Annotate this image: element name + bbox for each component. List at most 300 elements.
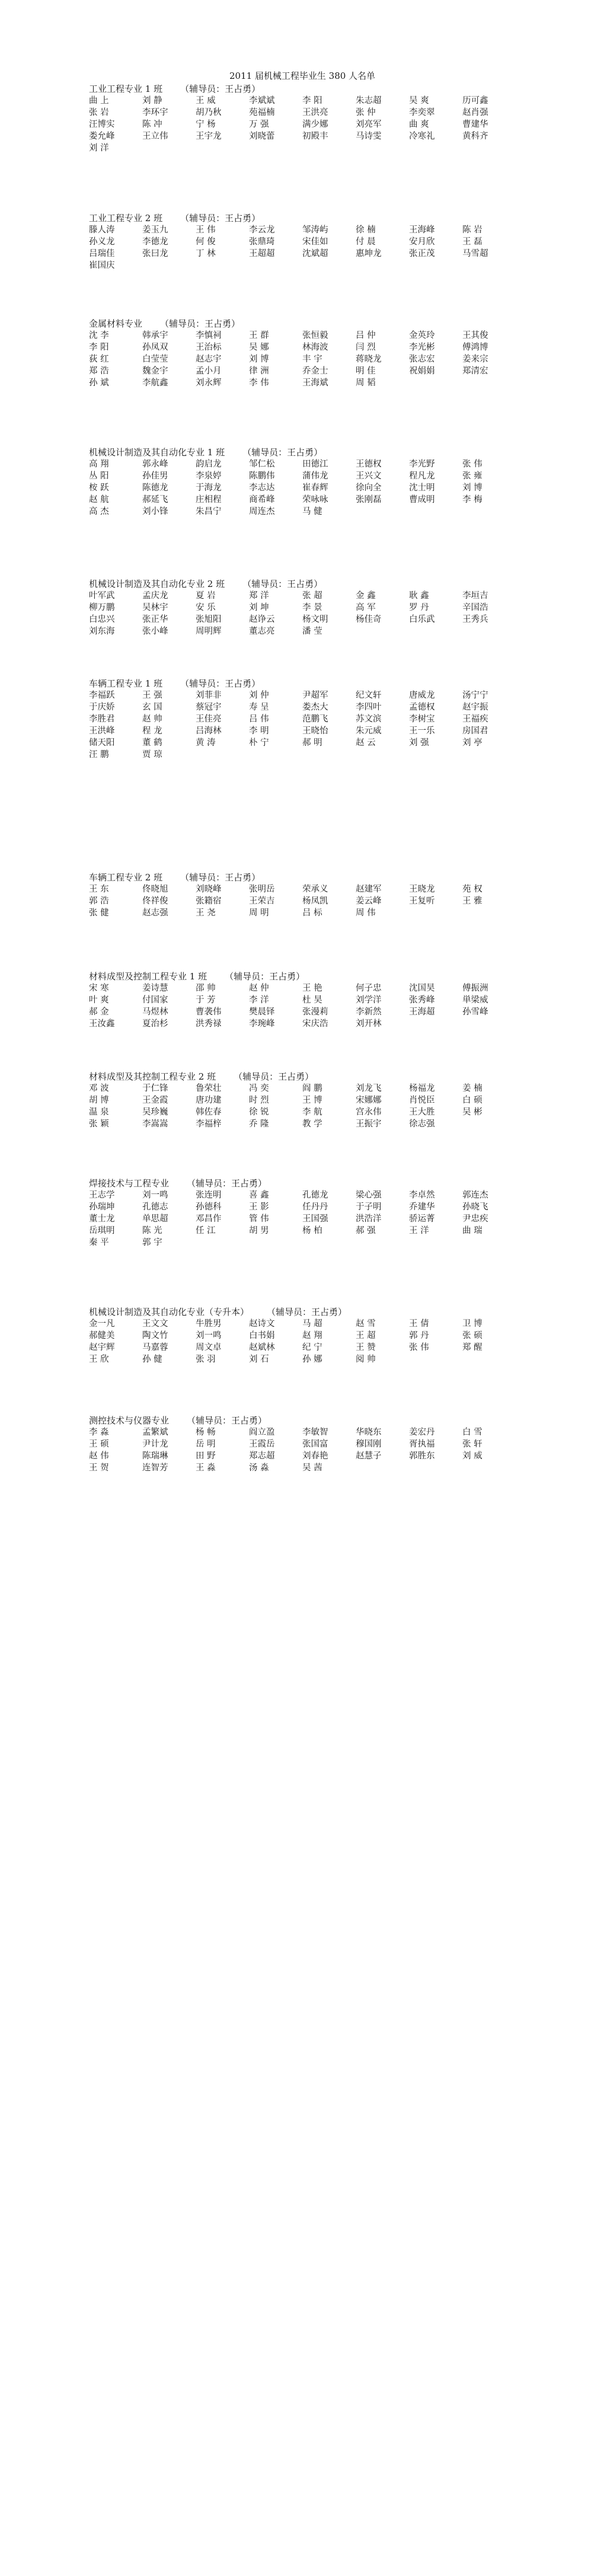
name-row (89, 749, 516, 761)
student-name: 丁 林 (196, 249, 216, 258)
student-name: 王海超 (409, 1007, 435, 1017)
student-name: 刘 洋 (89, 143, 109, 153)
name-row (89, 1462, 516, 1474)
student-name: 李 淼 (89, 1428, 109, 1437)
student-name: 李琬峰 (249, 1019, 275, 1029)
name-row (89, 365, 516, 377)
student-name: 满少娜 (302, 120, 328, 129)
name-table (89, 95, 516, 154)
student-name: 王晓怡 (302, 726, 328, 736)
student-name: 沈士明 (409, 483, 435, 493)
name-row (89, 330, 516, 341)
student-name: 郝 强 (356, 1226, 376, 1236)
student-name: 吕瑞佳 (89, 249, 115, 258)
student-name: 纪 宁 (302, 1343, 322, 1352)
name-table (89, 1189, 516, 1249)
section-advisor: （辅导员：王占勇） (267, 1307, 347, 1317)
student-name: 李 景 (302, 603, 322, 612)
name-row (89, 107, 516, 119)
section-advisor: （辅导员：王占勇） (180, 213, 261, 224)
student-name: 朱元威 (356, 726, 382, 736)
student-name: 蒋晓龙 (356, 355, 382, 364)
student-name: 孟繁斌 (142, 1428, 168, 1437)
name-row (89, 224, 516, 236)
name-row (89, 494, 516, 506)
student-name: 耿 鑫 (409, 591, 429, 601)
section-name: 金属材料专业 (89, 318, 143, 329)
name-row (89, 737, 516, 749)
name-row (89, 590, 516, 602)
student-name: 庄相程 (196, 495, 222, 505)
name-row (89, 982, 516, 994)
student-name: 王兴文 (356, 471, 382, 481)
student-name: 王宇龙 (196, 132, 222, 141)
name-row (89, 130, 516, 142)
student-name: 郝 金 (89, 1007, 109, 1017)
student-name: 徐 楠 (356, 225, 376, 235)
student-name: 白莹莹 (142, 355, 168, 364)
student-name: 郑 浩 (89, 366, 109, 376)
student-name: 宋佳如 (302, 237, 328, 247)
student-name: 喜 鑫 (249, 1190, 269, 1200)
name-table (89, 982, 516, 1030)
student-name: 曲 上 (89, 96, 109, 106)
student-name: 安 乐 (196, 603, 216, 612)
section-header (89, 1415, 516, 1426)
name-row (89, 236, 516, 248)
section-name: 工业工程专业 2 班 (89, 213, 163, 224)
name-row (89, 470, 516, 482)
student-name: 阎 鹏 (302, 1084, 322, 1093)
student-name: 王金霞 (142, 1096, 168, 1105)
student-name: 刘晓峰 (196, 885, 222, 894)
student-name: 张 轩 (462, 1439, 483, 1449)
student-name: 何 俊 (196, 237, 216, 247)
student-name: 秦 平 (89, 1238, 109, 1247)
student-name: 陈瑞琳 (142, 1451, 168, 1461)
name-row (89, 1189, 516, 1201)
student-name: 玄 国 (142, 703, 162, 712)
student-name: 张 仲 (356, 108, 376, 117)
name-row (89, 1342, 516, 1354)
student-name: 王福疾 (462, 714, 488, 724)
student-name: 郭 宇 (142, 1238, 162, 1247)
class-section (89, 318, 516, 389)
student-name: 刘 亭 (462, 738, 483, 748)
student-name: 王秀兵 (462, 615, 488, 624)
student-name: 夏治杉 (142, 1019, 168, 1029)
student-name: 刘龙飞 (356, 1084, 382, 1093)
student-name: 张 伟 (409, 1343, 429, 1352)
student-name: 杨 畅 (196, 1428, 216, 1437)
section-name: 工业工程专业 1 班 (89, 84, 163, 94)
student-name: 王 群 (249, 331, 269, 340)
student-name: 于仁锋 (142, 1084, 168, 1093)
student-name: 周明辉 (196, 627, 222, 636)
student-name: 张志宏 (409, 355, 435, 364)
name-row (89, 1083, 516, 1094)
student-name: 于子明 (356, 1202, 382, 1212)
student-name: 周文卓 (196, 1343, 222, 1352)
student-name: 孙瑞坤 (89, 1202, 115, 1212)
student-name: 郭 浩 (89, 896, 109, 906)
class-section (89, 971, 516, 1030)
student-name: 姜来宗 (462, 355, 488, 364)
name-table (89, 690, 516, 761)
student-name: 穆国刚 (356, 1439, 382, 1449)
student-name: 曲 爽 (409, 120, 429, 129)
section-header (89, 872, 516, 883)
student-name: 张正茂 (409, 249, 435, 258)
student-name: 陶文竹 (142, 1331, 168, 1340)
student-name: 李福跃 (89, 691, 115, 700)
student-name: 荣咏咏 (302, 495, 328, 505)
student-name: 滕人涛 (89, 225, 115, 235)
student-name: 王复听 (409, 896, 435, 906)
student-name: 刘 坤 (249, 603, 269, 612)
student-name: 储天阳 (89, 738, 115, 748)
section-name: 材料成型及其控制工程专业 2 班 (89, 1071, 216, 1082)
student-name: 郝健美 (89, 1331, 115, 1340)
student-name: 丛 阳 (89, 471, 109, 481)
student-name: 高 军 (356, 603, 376, 612)
student-name: 王海峰 (409, 225, 435, 235)
section-advisor: （辅导员：王占勇） (242, 447, 323, 458)
student-name: 白书娟 (249, 1331, 275, 1340)
student-name: 王洪峰 (89, 726, 115, 736)
name-row (89, 614, 516, 625)
student-name: 陈 岩 (462, 225, 483, 235)
student-name: 杨 柏 (302, 1226, 322, 1236)
student-name: 王 东 (89, 885, 109, 894)
student-name: 刘永辉 (196, 378, 222, 388)
section-header (89, 1306, 516, 1318)
student-name: 王大胜 (409, 1107, 435, 1117)
name-row (89, 377, 516, 389)
student-name: 单思超 (142, 1214, 168, 1224)
name-row (89, 353, 516, 365)
student-name: 叶军武 (89, 591, 115, 601)
name-row (89, 713, 516, 725)
student-name: 李新然 (356, 1007, 382, 1017)
student-name: 李 航 (302, 1107, 322, 1117)
student-name: 王海斌 (302, 378, 328, 388)
name-row (89, 341, 516, 353)
student-name: 佟晓旭 (142, 885, 168, 894)
student-name: 蒲伟龙 (302, 471, 328, 481)
student-name: 沈 李 (89, 331, 109, 340)
student-name: 鲁荣壮 (196, 1084, 222, 1093)
student-name: 吴 彬 (462, 1107, 483, 1117)
student-name: 周 明 (249, 908, 269, 918)
name-row (89, 482, 516, 494)
section-advisor: （辅导员：王占勇） (187, 1415, 267, 1426)
student-name: 刘 石 (249, 1355, 269, 1364)
student-name: 汤 淼 (249, 1463, 269, 1473)
class-section (89, 872, 516, 919)
student-name: 牛胜男 (196, 1319, 222, 1329)
student-name: 吴 爽 (409, 96, 429, 106)
student-name: 刘亮军 (356, 120, 382, 129)
section-advisor: （辅导员：王占勇） (180, 872, 261, 883)
student-name: 高 杰 (89, 507, 109, 516)
student-name: 汪博实 (89, 120, 115, 129)
section-name: 焊接技术与工程专业 (89, 1178, 170, 1189)
student-name: 郑 洋 (249, 591, 269, 601)
student-name: 于海龙 (196, 483, 222, 493)
student-name: 惠坤龙 (356, 249, 382, 258)
student-name: 傅鸿博 (462, 343, 488, 352)
student-name: 孟德权 (409, 703, 435, 712)
student-name: 张刚磊 (356, 495, 382, 505)
student-name: 孔德龙 (302, 1190, 328, 1200)
student-name: 王 强 (142, 691, 162, 700)
name-row (89, 95, 516, 107)
student-name: 潘 莹 (302, 627, 322, 636)
section-name: 材料成型及控制工程专业 1 班 (89, 971, 207, 982)
student-name: 王 博 (302, 1096, 322, 1105)
student-name: 明 佳 (356, 366, 376, 376)
student-name: 张恒毅 (302, 331, 328, 340)
student-name: 刘 仲 (249, 691, 269, 700)
student-name: 张 雍 (462, 471, 483, 481)
student-name: 李 阳 (89, 343, 109, 352)
name-table (89, 1083, 516, 1130)
name-row (89, 895, 516, 907)
student-name: 洪浩洋 (356, 1214, 382, 1224)
student-name: 乔 隆 (249, 1119, 269, 1129)
class-section (89, 1415, 516, 1474)
student-name: 辛国浩 (462, 603, 488, 612)
student-name: 王 洋 (409, 1226, 429, 1236)
student-name: 任丹丹 (302, 1202, 328, 1212)
student-name: 王晓龙 (409, 885, 435, 894)
name-row (89, 883, 516, 895)
student-name: 郭永峰 (142, 459, 168, 469)
student-name: 李光彬 (409, 343, 435, 352)
student-name: 赵肖强 (462, 108, 488, 117)
student-name: 娄允峰 (89, 132, 115, 141)
student-name: 杨佳奇 (356, 615, 382, 624)
student-name: 张秀峰 (409, 995, 435, 1005)
student-name: 金英玲 (409, 331, 435, 340)
student-name: 叶 爽 (89, 995, 109, 1005)
student-name: 张旭阳 (196, 615, 222, 624)
student-name: 董 鹤 (142, 738, 162, 748)
student-name: 付 晨 (356, 237, 376, 247)
student-name: 程凡龙 (409, 471, 435, 481)
student-name: 傅振洲 (462, 984, 488, 993)
student-name: 韵启龙 (196, 459, 222, 469)
student-name: 赵 航 (89, 495, 109, 505)
student-name: 孟小月 (196, 366, 222, 376)
class-section (89, 578, 516, 637)
student-name: 唐威龙 (409, 691, 435, 700)
student-name: 张 伟 (462, 459, 483, 469)
student-name: 夏 岩 (196, 591, 216, 601)
student-name: 赵志强 (142, 908, 168, 918)
student-name: 张正华 (142, 615, 168, 624)
student-name: 吴 茜 (302, 1463, 322, 1473)
name-row (89, 1006, 516, 1018)
student-name: 骄运菁 (409, 1214, 435, 1224)
student-name: 张 羽 (196, 1355, 216, 1364)
student-name: 孙 斌 (89, 378, 109, 388)
name-row (89, 1094, 516, 1106)
student-name: 孙 娜 (302, 1355, 322, 1364)
section-header (89, 971, 516, 982)
student-name: 孙凤双 (142, 343, 168, 352)
student-name: 赵慧子 (356, 1451, 382, 1461)
student-name: 白 雪 (462, 1428, 483, 1437)
student-name: 郭 丹 (409, 1331, 429, 1340)
name-row (89, 690, 516, 701)
student-name: 魏金宇 (142, 366, 168, 376)
student-name: 冯 奕 (249, 1084, 269, 1093)
name-row (89, 1213, 516, 1225)
student-name: 李光野 (409, 459, 435, 469)
student-name: 周 韬 (356, 378, 376, 388)
class-section (89, 678, 516, 761)
student-name: 韩承宇 (142, 331, 168, 340)
student-name: 赵诗文 (249, 1319, 275, 1329)
section-name: 车辆工程专业 2 班 (89, 872, 163, 883)
student-name: 李环宇 (142, 108, 168, 117)
name-row (89, 248, 516, 260)
name-row (89, 1354, 516, 1365)
student-name: 荻 红 (89, 355, 109, 364)
name-row (89, 1426, 516, 1438)
student-name: 赵 雪 (356, 1319, 376, 1329)
student-name: 王治标 (196, 343, 222, 352)
student-name: 王 艳 (302, 984, 322, 993)
class-section (89, 446, 516, 518)
student-name: 樊晨铎 (249, 1007, 275, 1017)
student-name: 何子忠 (356, 984, 382, 993)
student-name: 赵诤云 (249, 615, 275, 624)
student-name: 吕 伟 (249, 714, 269, 724)
student-name: 马煜林 (142, 1007, 168, 1017)
student-name: 王 淼 (196, 1463, 216, 1473)
student-name: 刘晓蕾 (249, 132, 275, 141)
student-name: 李 梅 (462, 495, 483, 505)
class-section (89, 1306, 516, 1365)
student-name: 岳 明 (196, 1439, 216, 1449)
student-name: 张曰龙 (142, 249, 168, 258)
section-advisor: （辅导员：王占勇） (160, 318, 241, 329)
name-row (89, 1450, 516, 1462)
student-name: 郝延飞 (142, 495, 168, 505)
student-name: 刘小锋 (142, 507, 168, 516)
student-name: 马嘉蓉 (142, 1343, 168, 1352)
student-name: 李慎祠 (196, 331, 222, 340)
student-name: 刘 强 (409, 738, 429, 748)
student-name: 姜诗慧 (142, 984, 168, 993)
student-name: 王 硕 (89, 1439, 109, 1449)
name-row (89, 1438, 516, 1450)
name-row (89, 625, 516, 637)
section-name: 车辆工程专业 1 班 (89, 678, 163, 689)
section-advisor: （辅导员：王占勇） (180, 84, 261, 94)
student-name: 于庆娇 (89, 703, 115, 712)
student-name: 汤宁宁 (462, 691, 488, 700)
name-row (89, 1201, 516, 1213)
student-name: 赵 帅 (142, 714, 162, 724)
student-name: 李嵩嵩 (142, 1119, 168, 1129)
student-name: 刘东海 (89, 627, 115, 636)
student-name: 姜玉九 (142, 225, 168, 235)
student-name: 単梁威 (462, 995, 488, 1005)
student-name: 杨文明 (302, 615, 328, 624)
section-name: 测控技术与仪器专业 (89, 1415, 170, 1426)
name-row (89, 907, 516, 919)
student-name: 任 江 (196, 1226, 216, 1236)
student-name: 吴珍巍 (142, 1107, 168, 1117)
student-name: 李树宝 (409, 714, 435, 724)
student-name: 历可鑫 (462, 96, 488, 106)
student-name: 卫 博 (462, 1319, 483, 1329)
student-name: 刘 静 (142, 96, 162, 106)
student-name: 宋 寒 (89, 984, 109, 993)
student-name: 初殿丰 (302, 132, 328, 141)
student-name: 纪文轩 (356, 691, 382, 700)
name-table (89, 883, 516, 919)
student-name: 李福梓 (196, 1119, 222, 1129)
name-table (89, 1318, 516, 1365)
student-name: 刘 博 (249, 355, 269, 364)
student-name: 金一凡 (89, 1319, 115, 1329)
student-name: 李 伟 (249, 378, 269, 388)
student-name: 寿 呈 (249, 703, 269, 712)
student-name: 刘一鸣 (196, 1331, 222, 1340)
student-name: 刘菲非 (196, 691, 222, 700)
student-name: 张 超 (302, 591, 322, 601)
student-name: 陈 光 (142, 1226, 162, 1236)
student-name: 安月欣 (409, 237, 435, 247)
student-name: 张 颖 (89, 1119, 109, 1129)
student-name: 陈 冲 (142, 120, 162, 129)
student-name: 张 硕 (462, 1331, 483, 1340)
student-name: 房国君 (462, 726, 488, 736)
student-name: 姜云峰 (356, 896, 382, 906)
student-name: 吴林宇 (142, 603, 168, 612)
student-name: 张鼎琦 (249, 237, 275, 247)
student-name: 张 岩 (89, 108, 109, 117)
student-name: 尹计龙 (142, 1439, 168, 1449)
student-name: 赵宇辉 (89, 1343, 115, 1352)
student-name: 胥执福 (409, 1439, 435, 1449)
student-name: 尹忠疾 (462, 1214, 488, 1224)
name-row (89, 142, 516, 154)
name-table (89, 330, 516, 389)
student-name: 李垣吉 (462, 591, 488, 601)
section-header (89, 446, 516, 458)
student-name: 孙雪峰 (462, 1007, 488, 1017)
student-name: 罗 丹 (409, 603, 429, 612)
student-name: 赵 伟 (89, 1451, 109, 1461)
student-name: 苑福楠 (249, 108, 275, 117)
section-header (89, 318, 516, 330)
section-advisor: （辅导员：王占勇） (180, 678, 261, 689)
student-name: 李奕翠 (409, 108, 435, 117)
student-name: 华晓东 (356, 1428, 382, 1437)
name-row (89, 1330, 516, 1342)
student-name: 王 威 (196, 96, 216, 106)
document-title: 2011 届机械工程毕业生 380 人名单 (229, 71, 376, 81)
student-name: 李 明 (249, 726, 269, 736)
student-name: 周连杰 (249, 507, 275, 516)
student-name: 曲 瑞 (462, 1226, 483, 1236)
